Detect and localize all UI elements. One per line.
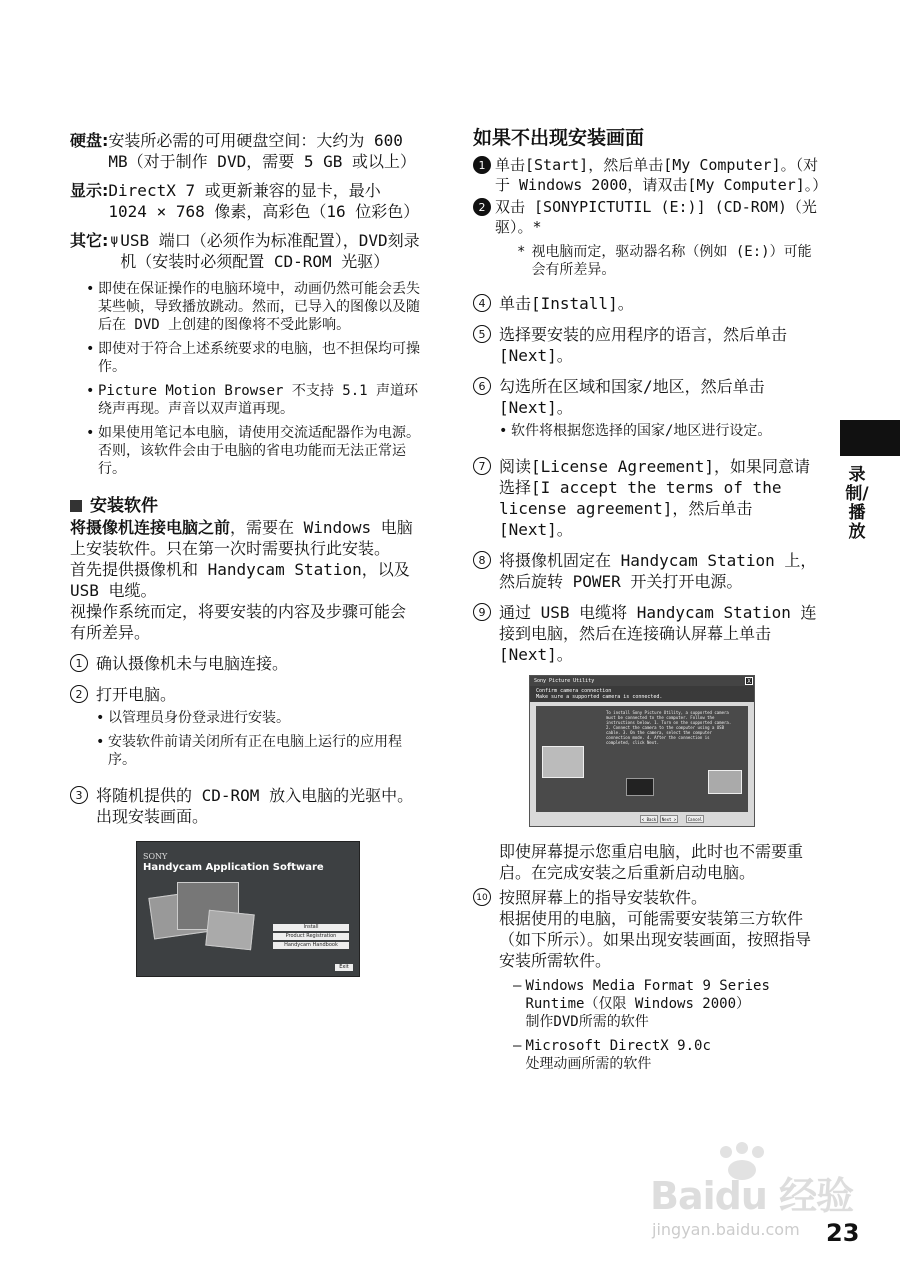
dialog-header-title: Confirm camera connection — [536, 688, 612, 694]
install-screen-image — [136, 841, 360, 977]
sub-item: • 软件将根据您选择的国家/地区进行设定。 — [499, 422, 823, 440]
next-button[interactable]: Next > — [661, 817, 677, 822]
left-column — [70, 130, 420, 977]
step-number: 1 — [70, 654, 88, 672]
software-name: Microsoft DirectX 9.0c — [525, 1038, 711, 1054]
camera-illustration — [626, 778, 654, 796]
step-text: 打开电脑。 — [96, 685, 177, 704]
footnote-mark: * — [517, 244, 526, 260]
registration-menu-button[interactable]: Product Registration — [273, 933, 349, 940]
exit-button[interactable]: Exit — [335, 964, 353, 971]
computer-illustration — [542, 746, 584, 778]
step-1 — [70, 653, 420, 674]
install-menu-button[interactable]: Install — [273, 924, 349, 931]
notes-list — [70, 280, 420, 478]
software-item — [513, 1037, 823, 1073]
back-button[interactable]: < Back — [641, 817, 657, 822]
watermark-logo: Baidu 经验 — [650, 1174, 854, 1218]
section-heading — [70, 496, 420, 517]
step-6 — [473, 376, 823, 446]
dialog-header — [530, 686, 754, 702]
step-10 — [473, 887, 823, 971]
note-item: • 即使在保证操作的电脑环境中，动画仍然可能会丢失某些帧，导致播放跳动。然而，已导入的图像以及随后在 DVD 上创建的图像将不受此影响。 — [86, 280, 420, 334]
substep-text: 双击 [SONYPICTUTIL (E:)] (CD-ROM)（光驱）。* — [495, 198, 817, 236]
subsection-heading: 如果不出现安装画面 — [473, 127, 645, 149]
substep-2 — [473, 197, 823, 237]
dialog-header-subtitle: Make sure a supported camera is connected. — [536, 694, 663, 700]
step-number: 7 — [473, 457, 491, 475]
watermark-url: jingyan.baidu.com — [652, 1220, 800, 1239]
spec-display — [70, 180, 420, 222]
step-result: 出现安装画面。 — [96, 807, 209, 826]
step-text: 选择要安装的应用程序的语言，然后单击[Next]。 — [499, 325, 788, 365]
instruction-text: To install Sony Picture Utility, a supported camera must be connected to the computer. Follow the instructions below. 1. Turn on the supported camera. 2. Connect the camera to the computer using a USB cable. 3. On the camera, select the computer connection mode. 4. After the connection is completed, click Next. — [606, 710, 732, 745]
right-column — [473, 127, 828, 1073]
software-purpose: 处理动画所需的软件 — [525, 1056, 652, 1072]
step-sub-list — [499, 422, 823, 440]
step-5 — [473, 324, 823, 366]
usb-icon: ψ — [110, 233, 119, 248]
photo-thumbnail — [205, 910, 255, 951]
step-text: 将摄像机固定在 Handycam Station 上，然后旋转 POWER 开关打开电源。 — [499, 551, 817, 591]
spec-label: 硬盘: — [70, 131, 109, 150]
spec-label: 其它: — [70, 231, 109, 250]
step-number: 6 — [473, 377, 491, 395]
software-purpose: 制作DVD所需的软件 — [525, 1014, 649, 1030]
spec-other — [70, 230, 420, 272]
cancel-button[interactable]: Cancel — [687, 817, 703, 822]
connection-screen-image — [529, 675, 755, 827]
step-number: 3 — [70, 786, 88, 804]
step-8 — [473, 550, 823, 592]
step-text: 确认摄像机未与电脑连接。 — [96, 654, 289, 673]
restart-note: 即使屏幕提示您重启电脑，此时也不需要重启。在完成安装之后重新启动电脑。 — [499, 842, 804, 882]
section-title: 安装软件 — [90, 496, 158, 516]
note-item: • Picture Motion Browser 不支持 5.1 声道环绕声再现。声音以双声道再现。 — [86, 382, 420, 418]
laptop-illustration — [708, 770, 742, 794]
software-name: Windows Media Format 9 Series Runtime（仅限 Windows 2000） — [525, 978, 770, 1012]
spec-label: 显示: — [70, 181, 109, 200]
footnote — [517, 243, 823, 279]
step-text: 单击[Install]。 — [499, 294, 634, 313]
window-titlebar: Sony Picture Utility — [530, 676, 754, 686]
step-text: 将随机提供的 CD-ROM 放入电脑的光驱中。 — [96, 786, 414, 805]
sub-item: • 安装软件前请关闭所有正在电脑上运行的应用程序。 — [96, 733, 420, 769]
chapter-tab-marker — [840, 420, 900, 456]
note-item: • 如果使用笔记本电脑，请使用交流适配器作为电源。否则，该软件会由于电脑的省电功能而无法正常运行。 — [86, 424, 420, 478]
step-text: 阅读[License Agreement]，如果同意请选择[I accept the terms of the license agreement]，然后单击[Next]。 — [499, 457, 811, 539]
close-icon[interactable]: X — [745, 677, 753, 685]
intro-paragraph-3: 视操作系统而定，将要安装的内容及步骤可能会有所差异。 — [70, 602, 407, 642]
step-number: 9 — [473, 603, 491, 621]
brand-logo: SONY — [143, 852, 168, 861]
footnote-text: 视电脑而定，驱动器名称（例如 (E:)）可能会有所差异。 — [531, 244, 812, 278]
spec-text: 安装所必需的可用硬盘空间：大约为 600 MB（对于制作 DVD，需要 5 GB 或以上） — [108, 131, 417, 171]
square-bullet-icon — [70, 500, 82, 512]
dash-mark: – — [513, 978, 522, 994]
step-2 — [70, 684, 420, 775]
handbook-menu-button[interactable]: Handycam Handbook — [273, 942, 349, 949]
substep-number: 1 — [473, 156, 491, 174]
step-number: 4 — [473, 294, 491, 312]
substep-number: 2 — [473, 198, 491, 216]
intro-bold: 将摄像机连接电脑之前 — [70, 518, 231, 537]
step-4 — [473, 293, 823, 314]
step-number: 5 — [473, 325, 491, 343]
dialog-body — [536, 706, 748, 812]
chapter-label: 录制/播放 — [845, 465, 869, 542]
step-9 — [473, 602, 823, 665]
spec-text: USB 端口（必须作为标准配置），DVD刻录机（安装时必须配置 CD-ROM 光驱） — [120, 231, 420, 271]
dash-mark: – — [513, 1038, 522, 1054]
step-text: 按照屏幕上的指导安装软件。 — [499, 888, 708, 907]
step-7 — [473, 456, 823, 540]
note-item: • 即使对于符合上述系统要求的电脑，也不担保均可操作。 — [86, 340, 420, 376]
step-text: 勾选所在区域和国家/地区，然后单击[Next]。 — [499, 377, 765, 417]
substep-text: 单击[Start]，然后单击[My Computer]。（对于 Windows 2000，请双击[My Computer]。） — [495, 156, 828, 194]
page-number: 23 — [826, 1219, 860, 1247]
step-number: 10 — [473, 888, 491, 906]
substep-1 — [473, 155, 828, 195]
step-sub-list — [96, 709, 420, 769]
software-item — [513, 977, 823, 1031]
step-3 — [70, 785, 420, 827]
spec-text: DirectX 7 或更新兼容的显卡，最小 1024 × 768 像素，高彩色（16 位彩色） — [108, 181, 420, 221]
step-detail: 根据使用的电脑，可能需要安装第三方软件（如下所示）。如果出现安装画面，按照指导安装所需软件。 — [499, 909, 812, 970]
spec-hdd — [70, 130, 420, 172]
screen-title: Handycam Application Software — [143, 862, 324, 873]
intro-rest: ，需要在 Windows 电脑上安装软件。只在第一次时需要执行此安装。 — [70, 518, 413, 558]
step-number: 2 — [70, 685, 88, 703]
step-text: 通过 USB 电缆将 Handycam Station 连接到电脑，然后在连接确认屏幕上单击[Next]。 — [499, 603, 817, 664]
sub-item: • 以管理员身份登录进行安装。 — [96, 709, 420, 727]
intro-paragraph-2: 首先提供摄像机和 Handycam Station，以及 USB 电缆。 — [70, 560, 410, 600]
step-number: 8 — [473, 551, 491, 569]
intro-paragraph — [70, 517, 420, 559]
